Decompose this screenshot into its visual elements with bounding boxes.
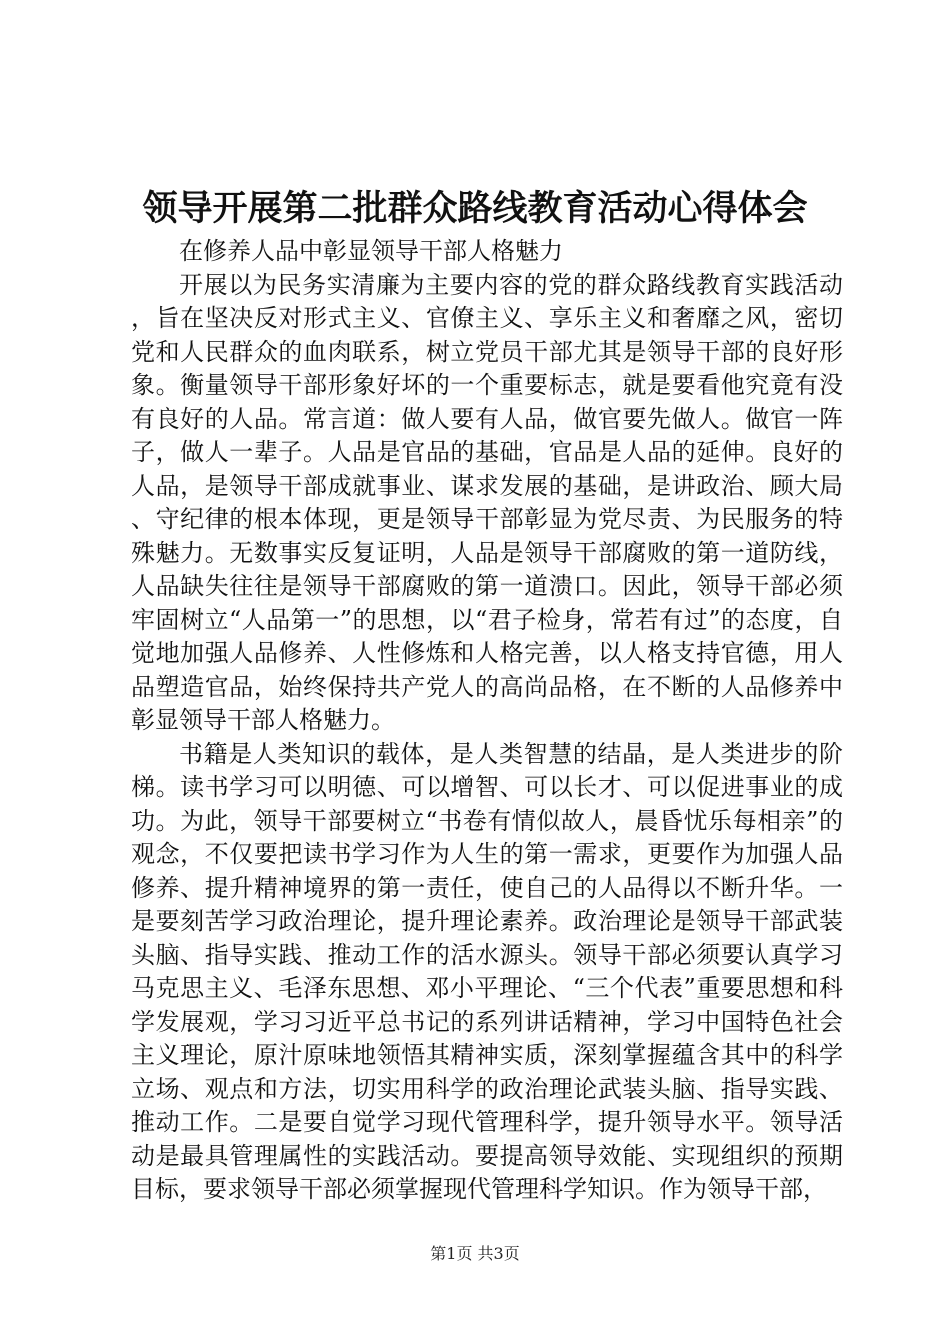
document-subtitle: 在修养人品中彰显领导干部人格魅力 (179, 237, 563, 265)
body-paragraph-2: 书籍是人类知识的载体，是人类智慧的结晶，是人类进步的阶梯。读书学习可以明德、可以增智、可以长才、可以促进事业的成功。为此，领导干部要树立“书卷有情似故人，晨昏忧乐每相亲”的观念，不仅要把读书学习作为人生的第一需求，更要作为加强人品修养、提升精神境界的第一责任，使自己的人品得以不断升华。一是要刻苦学习政治理论，提升理论素养。政治理论是领导干部武装头脑、指导实践、推动工作的活水源头。领导干部必须要认真学习马克思主义、毛泽东思想、邓小平理论、“三个代表”重要思想和科学发展观，学习习近平总书记的系列讲话精神，学习中国特色社会主义理论，原汁原味地领悟其精神实质，深刻掌握蕴含其中的科学立场、观点和方法，切实用科学的政治理论武装头脑、指导实践、推动工作。二是要自觉学习现代管理科学，提升领导水平。领导活动是最具管理属性的实践活动。要提高领导效能、实现组织的预期目标，要求领导干部必须掌握现代管理科学知识。作为领导干部， (131, 739, 843, 1203)
body-paragraph-1: 开展以为民务实清廉为主要内容的党的群众路线教育实践活动，旨在坚决反对形式主义、官僚主义、享乐主义和奢靡之风，密切党和人民群众的血肉联系，树立党员干部尤其是领导干部的良好形象。衡量领导干部形象好坏的一个重要标志，就是要看他究竟有没有良好的人品。常言道：做人要有人品，做官要先做人。做官一阵子，做人一辈子。人品是官品的基础，官品是人品的延伸。良好的人品，是领导干部成就事业、谋求发展的基础，是讲政治、顾大局、守纪律的根本体现，更是领导干部彰显为党尽责、为民服务的特殊魅力。无数事实反复证明，人品是领导干部腐败的第一道防线，人品缺失往往是领导干部腐败的第一道溃口。因此，领导干部必须牢固树立“人品第一”的思想，以“君子检身，常若有过”的态度，自觉地加强人品修养、人性修炼和人格完善，以人格支持官德，用人品塑造官品，始终保持共产党人的高尚品格，在不断的人品修养中彰显领导干部人格魅力。 (131, 270, 843, 734)
document-title: 领导开展第二批群众路线教育活动心得体会 (142, 188, 808, 229)
document-body (131, 235, 843, 1207)
page-footer: 第1页 共3页 (430, 1244, 520, 1263)
